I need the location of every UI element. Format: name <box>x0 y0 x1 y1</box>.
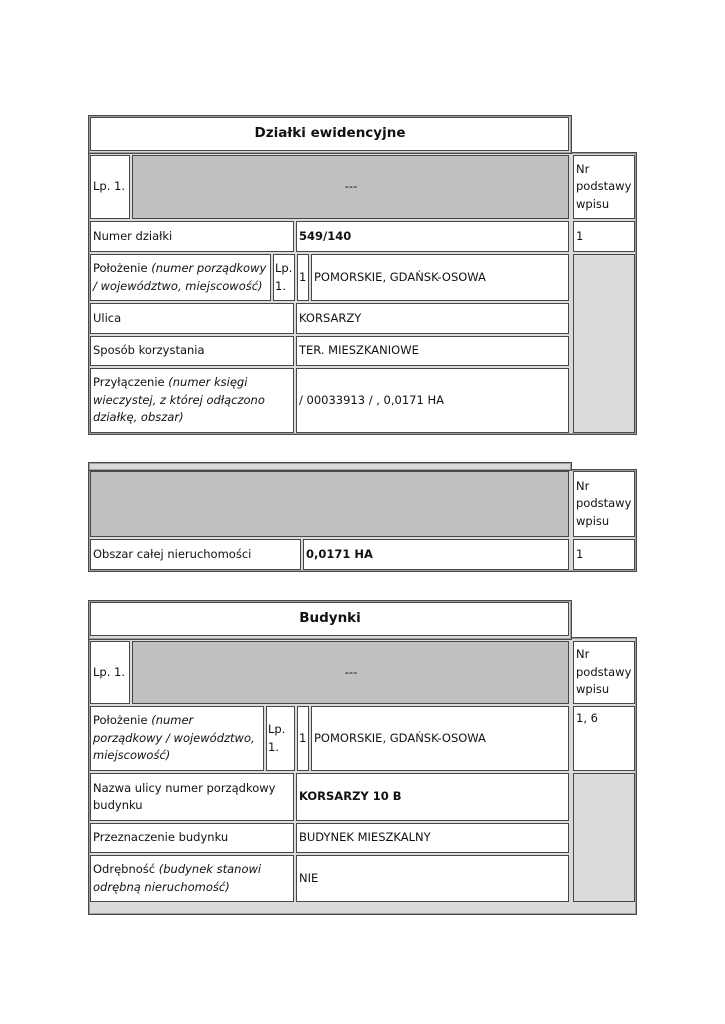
polozenie-label-main: Położenie <box>93 261 148 275</box>
budynek-polozenie-lp: Lp. 1. <box>268 722 286 754</box>
budynek-polozenie-label-cell <box>90 706 264 771</box>
nazwa-ulicy-label: Nazwa ulicy numer porządkowy budynku <box>93 780 276 812</box>
lp-label-cell <box>90 155 130 219</box>
przylaczenie-value-cell <box>296 368 569 433</box>
przylaczenie-label <box>93 374 292 427</box>
budynek-polozenie-label-main: Położenie <box>93 713 148 728</box>
budynki-title-cell <box>90 602 569 636</box>
przylaczenie-label-note: (numer księgi wieczystej, z której odłączono działkę, obszar) <box>93 375 265 425</box>
odrebnosc-label-main: Odrębność <box>93 862 156 876</box>
numer-dzialki-value-cell <box>296 221 569 252</box>
odrebnosc-label <box>93 861 292 896</box>
odrebnosc-value-cell <box>296 855 569 902</box>
obszar-value-cell <box>303 539 569 570</box>
obszar-nr-podstawy: 1 <box>576 546 584 561</box>
odrebnosc-label-cell <box>90 855 294 902</box>
ulica-label-cell <box>90 303 294 334</box>
numer-dzialki-label-cell <box>90 221 294 252</box>
budynek-polozenie-nr-podstawy: 1, 6 <box>576 711 598 725</box>
lp-label-cell <box>90 641 130 704</box>
polozenie-numer-cell <box>297 254 309 301</box>
lp-header-value: --- <box>344 664 358 679</box>
polozenie-label-cell <box>90 254 271 301</box>
lp-header-cell <box>132 641 569 704</box>
obszar-label: Obszar całej nieruchomości <box>93 546 252 561</box>
budynek-polozenie-label-note: (numer porządkowy / województwo, miejscowość) <box>93 713 255 763</box>
nr-podstawy-empty-cell <box>573 254 635 433</box>
przeznaczenie-value: BUDYNEK MIESZKALNY <box>299 830 431 845</box>
lp-header-value: --- <box>344 179 358 194</box>
numer-dzialki-nr-podstawy: 1 <box>576 228 584 243</box>
odrebnosc-value: NIE <box>299 870 319 885</box>
odrebnosc-label-note: (budynek stanowi odrębną nieruchomość) <box>93 862 262 894</box>
nr-podstawy-empty-cell <box>573 773 635 902</box>
przylaczenie-value: / 00033913 / , 0,0171 HA <box>299 392 444 407</box>
budynek-polozenie-lp-cell <box>266 706 295 771</box>
lp-label: Lp. 1. <box>93 179 125 194</box>
sposob-korzystania-value-cell <box>296 336 569 366</box>
sposob-korzystania-value: TER. MIESZKANIOWE <box>299 343 419 358</box>
budynek-polozenie-value: POMORSKIE, GDAŃSK-OSOWA <box>314 730 486 745</box>
przylaczenie-label-cell <box>90 368 294 433</box>
obszar-value: 0,0171 HA <box>306 546 373 561</box>
nr-podstawy-header-cell <box>573 155 635 219</box>
polozenie-value: POMORSKIE, GDAŃSK-OSOWA <box>314 269 486 284</box>
nr-podstawy-header: Nr podstawy wpisu <box>576 161 632 211</box>
numer-dzialki-nr-podstawy-cell <box>573 221 635 252</box>
przeznaczenie-value-cell <box>296 823 569 853</box>
budynek-polozenie-label <box>93 712 262 765</box>
obszar-label-cell <box>90 539 301 570</box>
section-title: Budynki <box>299 610 361 627</box>
sposob-korzystania-label-cell <box>90 336 294 366</box>
nazwa-ulicy-label-cell <box>90 773 294 821</box>
polozenie-lp: Lp. 1. <box>275 261 293 293</box>
budynek-polozenie-numer: 1 <box>299 730 307 745</box>
budynek-polozenie-nr-podstawy-cell <box>573 706 635 771</box>
ulica-label: Ulica <box>93 310 122 325</box>
ulica-value-cell <box>296 303 569 334</box>
przylaczenie-label-main: Przyłączenie <box>93 375 165 390</box>
nr-podstawy-header: Nr podstawy wpisu <box>576 478 632 528</box>
polozenie-numer: 1 <box>299 269 307 284</box>
lp-label: Lp. 1. <box>93 664 125 679</box>
polozenie-lp-cell <box>273 254 295 301</box>
lp-header-cell <box>132 155 569 219</box>
przeznaczenie-label: Przeznaczenie budynku <box>93 830 229 845</box>
nr-podstawy-header: Nr podstawy wpisu <box>576 647 632 697</box>
dzialki-title-cell <box>90 117 569 151</box>
section-title: Działki ewidencyjne <box>254 125 406 142</box>
obszar-nr-podstawy-header-cell <box>573 471 635 537</box>
nazwa-ulicy-value-cell <box>296 773 569 821</box>
polozenie-label-note: (numer porządkowy / województwo, miejscowość) <box>93 261 267 293</box>
ulica-value: KORSARZY <box>299 310 362 325</box>
budynek-polozenie-value-cell <box>311 706 569 771</box>
obszar-nr-podstawy-cell <box>573 539 635 570</box>
przeznaczenie-label-cell <box>90 823 294 853</box>
budynek-polozenie-numer-cell <box>297 706 309 771</box>
nazwa-ulicy-value: KORSARZY 10 B <box>299 789 402 804</box>
polozenie-label <box>93 260 269 295</box>
numer-dzialki-value: 549/140 <box>299 228 352 243</box>
numer-dzialki-label: Numer działki <box>93 228 173 243</box>
sposob-korzystania-label: Sposób korzystania <box>93 343 205 358</box>
obszar-header-cell <box>90 471 569 537</box>
polozenie-value-cell <box>311 254 569 301</box>
nr-podstawy-header-cell <box>573 641 635 704</box>
obszar-top-strip <box>88 462 572 471</box>
